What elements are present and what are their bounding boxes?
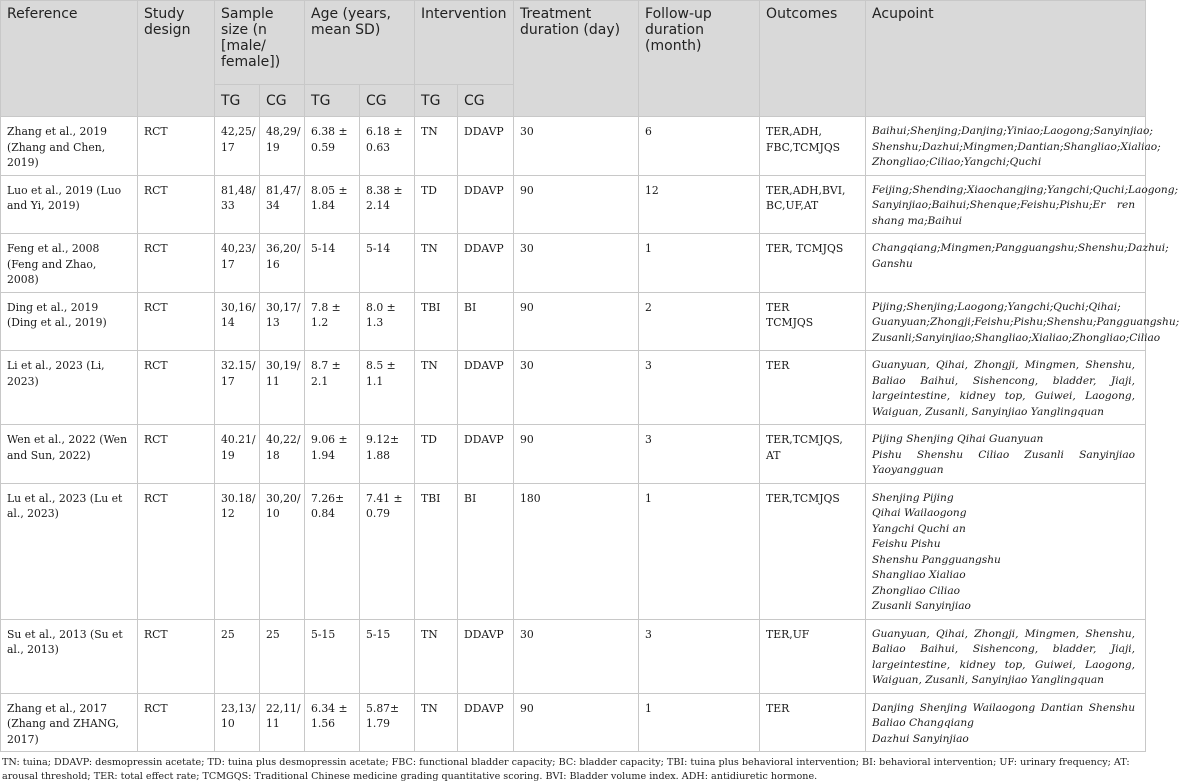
treatment-duration-cell: 90	[514, 292, 639, 351]
intervention-cg-cell: DDAVP	[458, 117, 514, 176]
age-tg-cell: 6.38 ± 0.59	[305, 117, 360, 176]
sample-cg-cell: 30,20/ 10	[260, 483, 305, 619]
follow-up-cell: 1	[639, 693, 760, 752]
table-row	[1, 234, 1146, 293]
sample-cg-cell: 22,11/ 11	[260, 693, 305, 752]
treatment-duration-cell: 30	[514, 234, 639, 293]
col-age: Age (years, mean SD)	[305, 1, 415, 85]
follow-up-cell: 3	[639, 619, 760, 693]
sample-tg-cell: 30,16/ 14	[215, 292, 260, 351]
reference-cell: Zhang et al., 2017 (Zhang and ZHANG, 2017)	[1, 693, 138, 752]
age-cg-cell: 7.41 ± 0.79	[360, 483, 415, 619]
treatment-duration-cell: 30	[514, 117, 639, 176]
study-design-cell: RCT	[138, 117, 215, 176]
outcomes-cell: TER,TCMJQS, AT	[760, 425, 866, 484]
col-outcomes: Outcomes	[760, 1, 866, 117]
col-follow-up: Follow-up duration (month)	[639, 1, 760, 117]
age-tg-cell: 9.06 ± 1.94	[305, 425, 360, 484]
study-design-cell: RCT	[138, 693, 215, 752]
sample-cg-cell: 48,29/ 19	[260, 117, 305, 176]
acupoint-cell: Danjing Shenjing Wailaogong Dantian Shenshu Baliao Changqiang Dazhui Sanyinjiao	[866, 693, 1146, 752]
study-design-cell: RCT	[138, 351, 215, 425]
treatment-duration-cell: 180	[514, 483, 639, 619]
sample-tg-cell: 25	[215, 619, 260, 693]
header-row	[1, 1, 1146, 85]
table-row	[1, 693, 1146, 752]
treatment-duration-cell: 90	[514, 693, 639, 752]
sample-cg-cell: 36,20/ 16	[260, 234, 305, 293]
age-tg-cell: 7.26± 0.84	[305, 483, 360, 619]
treatment-duration-cell: 30	[514, 351, 639, 425]
age-cg-cell: 5.87± 1.79	[360, 693, 415, 752]
table-row	[1, 117, 1146, 176]
follow-up-cell: 1	[639, 234, 760, 293]
intervention-tg-cell: TN	[415, 351, 458, 425]
table-row	[1, 483, 1146, 619]
study-design-cell: RCT	[138, 292, 215, 351]
table-row	[1, 351, 1146, 425]
col-treatment-duration: Treatment duration (day)	[514, 1, 639, 117]
sample-tg-cell: 30.18/ 12	[215, 483, 260, 619]
sample-tg-cell: 81,48/ 33	[215, 175, 260, 234]
outcomes-cell: TER TCMJQS	[760, 292, 866, 351]
intervention-cg-cell: BI	[458, 292, 514, 351]
acupoint-cell: Changqiang;Mingmen;Pangguangshu;Shenshu;Dazhui; Ganshu	[866, 234, 1146, 293]
subheader-cg: CG	[458, 85, 514, 117]
subheader-cg: CG	[360, 85, 415, 117]
col-reference: Reference	[1, 1, 138, 117]
age-cg-cell: 5-15	[360, 619, 415, 693]
table-row	[1, 292, 1146, 351]
sample-cg-cell: 30,17/ 13	[260, 292, 305, 351]
sample-cg-cell: 81,47/ 34	[260, 175, 305, 234]
table-footnote: TN: tuina; DDAVP: desmopressin acetate; TD: tuina plus desmopressin acetate; FBC: functional bladder capacity; BC: bladder capacity; TBI: tuina plus behavioral intervention; BI: behavioral intervention; UF: urinary frequency; AT: arousal threshold; TER: total effect rate; TCMGQS: Traditional Chinese medicine grading quantitative scoring. BVI: Bladder volume index. ADH: antidiuretic hormone.	[2, 757, 1130, 782]
intervention-tg-cell: TN	[415, 693, 458, 752]
intervention-tg-cell: TN	[415, 619, 458, 693]
subheader-tg: TG	[305, 85, 360, 117]
follow-up-cell: 3	[639, 351, 760, 425]
table-row	[1, 425, 1146, 484]
intervention-cg-cell: DDAVP	[458, 234, 514, 293]
intervention-cg-cell: DDAVP	[458, 351, 514, 425]
follow-up-cell: 2	[639, 292, 760, 351]
age-tg-cell: 8.7 ± 2.1	[305, 351, 360, 425]
sample-cg-cell: 40,22/ 18	[260, 425, 305, 484]
outcomes-cell: TER,ADH, FBC,TCMJQS	[760, 117, 866, 176]
intervention-cg-cell: DDAVP	[458, 425, 514, 484]
reference-cell: Zhang et al., 2019 (Zhang and Chen, 2019)	[1, 117, 138, 176]
study-design-cell: RCT	[138, 619, 215, 693]
sample-tg-cell: 42,25/ 17	[215, 117, 260, 176]
intervention-cg-cell: BI	[458, 483, 514, 619]
outcomes-cell: TER	[760, 351, 866, 425]
table-row	[1, 619, 1146, 693]
intervention-tg-cell: TBI	[415, 292, 458, 351]
sample-cg-cell: 25	[260, 619, 305, 693]
table-body	[1, 117, 1179, 752]
sample-tg-cell: 40,23/ 17	[215, 234, 260, 293]
follow-up-cell: 12	[639, 175, 760, 234]
study-design-cell: RCT	[138, 234, 215, 293]
age-cg-cell: 8.38 ± 2.14	[360, 175, 415, 234]
intervention-tg-cell: TBI	[415, 483, 458, 619]
col-sample-size: Sample size (n [male/ female])	[215, 1, 305, 85]
age-tg-cell: 8.05 ± 1.84	[305, 175, 360, 234]
acupoint-cell: Pijing Shenjing Qihai Guanyuan Pishu Shenshu Ciliao Zusanli Sanyinjiao Yaoyangguan	[866, 425, 1146, 484]
subheader-tg: TG	[415, 85, 458, 117]
sample-tg-cell: 32.15/ 17	[215, 351, 260, 425]
intervention-tg-cell: TD	[415, 425, 458, 484]
acupoint-cell: Guanyuan, Qihai, Zhongji, Mingmen, Shenshu, Baliao Baihui, Sishencong, bladder, Jiaji, largeintestine, kidney top, Guiwei, Laogong, Waiguan, Zusanli, Sanyinjiao Yanglingquan	[866, 351, 1146, 425]
study-design-cell: RCT	[138, 175, 215, 234]
intervention-tg-cell: TD	[415, 175, 458, 234]
reference-cell: Li et al., 2023 (Li, 2023)	[1, 351, 138, 425]
reference-cell: Feng et al., 2008 (Feng and Zhao, 2008)	[1, 234, 138, 293]
sample-tg-cell: 40.21/ 19	[215, 425, 260, 484]
outcomes-cell: TER, TCMJQS	[760, 234, 866, 293]
intervention-cg-cell: DDAVP	[458, 619, 514, 693]
reference-cell: Luo et al., 2019 (Luo and Yi, 2019)	[1, 175, 138, 234]
intervention-tg-cell: TN	[415, 234, 458, 293]
age-tg-cell: 6.34 ± 1.56	[305, 693, 360, 752]
table-row	[1, 175, 1146, 234]
treatment-duration-cell: 90	[514, 175, 639, 234]
study-design-cell: RCT	[138, 483, 215, 619]
age-tg-cell: 5-14	[305, 234, 360, 293]
age-cg-cell: 8.5 ± 1.1	[360, 351, 415, 425]
treatment-duration-cell: 90	[514, 425, 639, 484]
sample-cg-cell: 30,19/ 11	[260, 351, 305, 425]
intervention-tg-cell: TN	[415, 117, 458, 176]
follow-up-cell: 1	[639, 483, 760, 619]
age-cg-cell: 9.12± 1.88	[360, 425, 415, 484]
follow-up-cell: 3	[639, 425, 760, 484]
subheader-cg: CG	[260, 85, 305, 117]
outcomes-cell: TER,TCMJQS	[760, 483, 866, 619]
age-cg-cell: 8.0 ± 1.3	[360, 292, 415, 351]
col-acupoint: Acupoint	[866, 1, 1146, 117]
intervention-cg-cell: DDAVP	[458, 693, 514, 752]
age-cg-cell: 5-14	[360, 234, 415, 293]
subheader-tg: TG	[215, 85, 260, 117]
acupoint-cell: Guanyuan, Qihai, Zhongji, Mingmen, Shenshu, Baliao Baihui, Sishencong, bladder, Jiaji, largeintestine, kidney top, Guiwei, Laogong, Waiguan, Zusanli, Sanyinjiao Yanglingquan	[866, 619, 1146, 693]
acupoint-cell: Baihui;Shenjing;Danjing;Yiniao;Laogong;Sanyinjiao; Shenshu;Dazhui;Mingmen;Dantian;Shangliao;Xialiao; Zhongliao;Ciliao;Yangchi;Quchi	[866, 117, 1146, 176]
acupoint-cell: Feijing;Shending;Xiaochangjing;Yangchi;Quchi;Laogong; Sanyinjiao;Baihui;Shenque;Feishu;Pishu;Er ren shang ma;Baihui	[866, 175, 1146, 234]
outcomes-cell: TER	[760, 693, 866, 752]
intervention-cg-cell: DDAVP	[458, 175, 514, 234]
follow-up-cell: 6	[639, 117, 760, 176]
reference-cell: Ding et al., 2019 (Ding et al., 2019)	[1, 292, 138, 351]
age-tg-cell: 7.8 ± 1.2	[305, 292, 360, 351]
treatment-duration-cell: 30	[514, 619, 639, 693]
outcomes-cell: TER,UF	[760, 619, 866, 693]
acupoint-cell: Shenjing Pijing Qihai Wailaogong Yangchi Quchi an Feishu Pishu Shenshu Pangguangshu Shangliao Xialiao Zhongliao Ciliao Zusanli Sanyinjiao	[866, 483, 1146, 619]
study-design-cell: RCT	[138, 425, 215, 484]
age-tg-cell: 5-15	[305, 619, 360, 693]
sample-tg-cell: 23,13/ 10	[215, 693, 260, 752]
age-cg-cell: 6.18 ± 0.63	[360, 117, 415, 176]
col-intervention: Intervention	[415, 1, 514, 85]
reference-cell: Wen et al., 2022 (Wen and Sun, 2022)	[1, 425, 138, 484]
acupoint-cell: Pijing;Shenjing;Laogong;Yangchi;Quchi;Qihai; Guanyuan;Zhongji;Feishu;Pishu;Shenshu;Pangguangshu; Zusanli;Sanyinjiao;Shangliao;Xialiao;Zhongliao;Ciliao	[866, 292, 1146, 351]
reference-cell: Lu et al., 2023 (Lu et al., 2023)	[1, 483, 138, 619]
reference-cell: Su et al., 2013 (Su et al., 2013)	[1, 619, 138, 693]
col-study-design: Study design	[138, 1, 215, 117]
outcomes-cell: TER,ADH,BVI, BC,UF,AT	[760, 175, 866, 234]
